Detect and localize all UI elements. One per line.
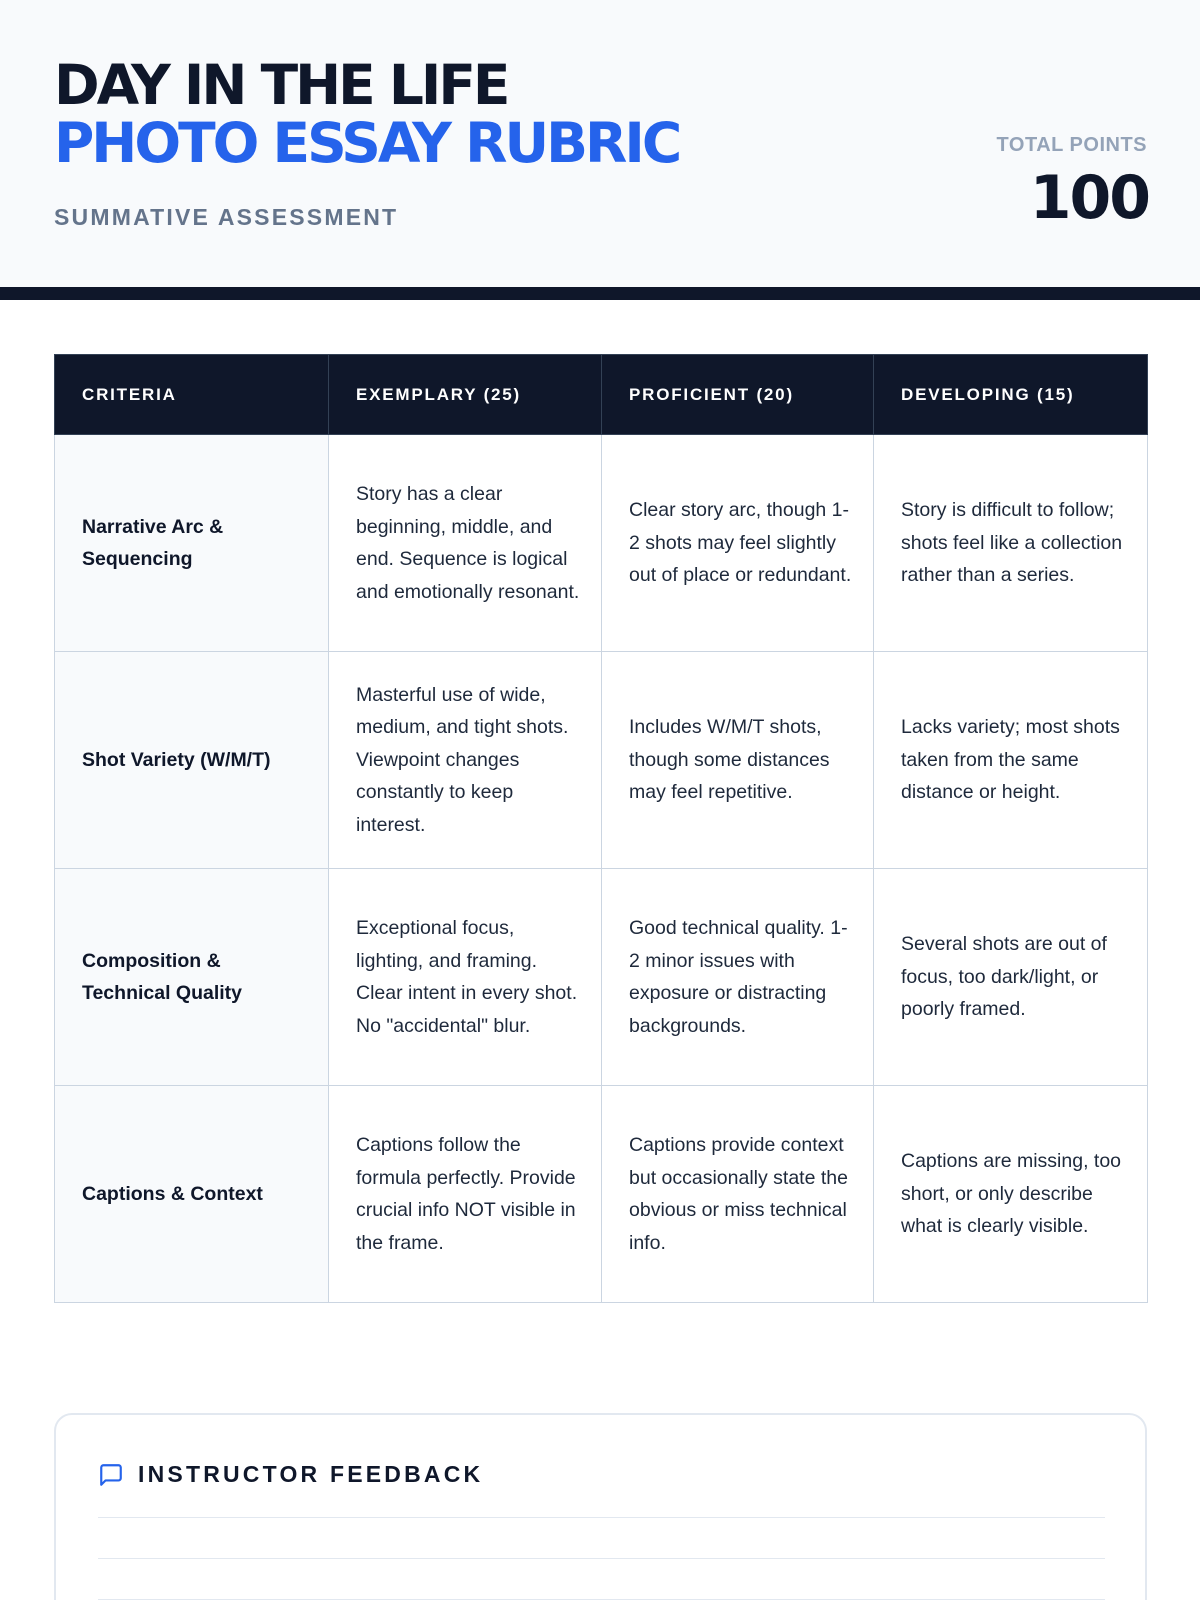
total-points-label: TOTAL POINTS (996, 134, 1147, 156)
instructor-feedback-title: INSTRUCTOR FEEDBACK (138, 1461, 484, 1487)
proficient-cell: Clear story arc, though 1-2 shots may feel slightly out of place or redundant. (602, 435, 874, 652)
column-header-exemplary: EXEMPLARY (25) (329, 355, 602, 435)
table-row (55, 652, 1148, 869)
column-header-criteria: CRITERIA (55, 355, 329, 435)
feedback-writing-line (98, 1558, 1105, 1559)
page-title-line-2: PHOTO ESSAY RUBRIC (54, 111, 680, 175)
developing-cell: Story is difficult to follow; shots feel like a collection rather than a series. (874, 435, 1148, 652)
criteria-cell: Captions & Context (55, 1086, 329, 1303)
criteria-cell: Shot Variety (W/M/T) (55, 652, 329, 869)
instructor-feedback-card (54, 1413, 1147, 1600)
criteria-cell: Composition & Technical Quality (55, 869, 329, 1086)
proficient-cell: Includes W/M/T shots, though some distances may feel repetitive. (602, 652, 874, 869)
criteria-cell: Narrative Arc & Sequencing (55, 435, 329, 652)
page-subtitle: SUMMATIVE ASSESSMENT (54, 204, 399, 230)
exemplary-cell: Captions follow the formula perfectly. Provide crucial info NOT visible in the frame. (329, 1086, 602, 1303)
developing-cell: Lacks variety; most shots taken from the same distance or height. (874, 652, 1148, 869)
table-row (55, 869, 1148, 1086)
total-points-value: 100 (1029, 163, 1149, 233)
page-header (0, 0, 1200, 300)
column-header-developing: DEVELOPING (15) (874, 355, 1148, 435)
proficient-cell: Good technical quality. 1-2 minor issues with exposure or distracting backgrounds. (602, 869, 874, 1086)
feedback-writing-line (98, 1517, 1105, 1518)
column-header-proficient: PROFICIENT (20) (602, 355, 874, 435)
rubric-table (54, 354, 1148, 1303)
exemplary-cell: Exceptional focus, lighting, and framing. Clear intent in every shot. No "accidental" blur. (329, 869, 602, 1086)
exemplary-cell: Masterful use of wide, medium, and tight shots. Viewpoint changes constantly to keep interest. (329, 652, 602, 869)
rubric-header-row (55, 355, 1148, 435)
page-title-line-1: DAY IN THE LIFE (54, 53, 508, 117)
message-square-icon (98, 1462, 124, 1488)
proficient-cell: Captions provide context but occasionally state the obvious or miss technical info. (602, 1086, 874, 1303)
table-row (55, 1086, 1148, 1303)
exemplary-cell: Story has a clear beginning, middle, and end. Sequence is logical and emotionally resonant. (329, 435, 602, 652)
developing-cell: Several shots are out of focus, too dark/light, or poorly framed. (874, 869, 1148, 1086)
developing-cell: Captions are missing, too short, or only describe what is clearly visible. (874, 1086, 1148, 1303)
table-row (55, 435, 1148, 652)
